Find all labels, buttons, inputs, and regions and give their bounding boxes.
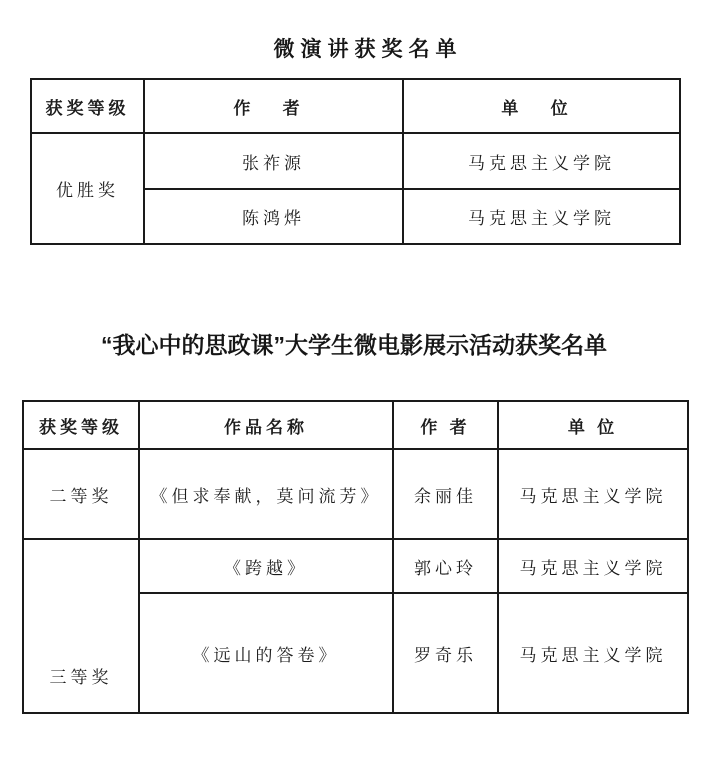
film-awards-table xyxy=(22,400,689,714)
table-row xyxy=(23,539,688,593)
film-header-work-name: 作品名称 xyxy=(139,401,393,449)
cell-unit: 马克思主义学院 xyxy=(403,189,680,244)
film-header-unit: 单 位 xyxy=(498,401,688,449)
cell-unit: 马克思主义学院 xyxy=(498,449,688,539)
cell-work-name: 《跨越》 xyxy=(139,539,393,593)
cell-award-level: 三等奖 xyxy=(23,539,139,713)
speech-header-unit: 单 位 xyxy=(403,79,680,133)
cell-author: 罗奇乐 xyxy=(393,593,498,713)
cell-unit: 马克思主义学院 xyxy=(498,539,688,593)
film-awards-title: “我心中的思政课”大学生微电影展示活动获奖名单 xyxy=(101,332,607,358)
film-header-author: 作 者 xyxy=(393,401,498,449)
cell-work-name: 《远山的答卷》 xyxy=(139,593,393,713)
cell-author: 陈鸿烨 xyxy=(144,189,403,244)
table-row xyxy=(23,449,688,539)
cell-award-level: 二等奖 xyxy=(23,449,139,539)
film-table-header-row xyxy=(23,401,688,449)
film-header-award-level: 获奖等级 xyxy=(23,401,139,449)
cell-author: 张祚源 xyxy=(144,133,403,189)
cell-work-name: 《但求奉献，莫问流芳》 xyxy=(139,449,393,539)
cell-unit: 马克思主义学院 xyxy=(498,593,688,713)
speech-header-author: 作 者 xyxy=(144,79,403,133)
speech-table-header-row xyxy=(31,79,680,133)
cell-unit: 马克思主义学院 xyxy=(403,133,680,189)
cell-author: 余丽佳 xyxy=(393,449,498,539)
table-row xyxy=(31,133,680,189)
speech-awards-title: 微演讲获奖名单 xyxy=(273,38,463,61)
speech-awards-table xyxy=(30,78,681,245)
cell-award-level: 优胜奖 xyxy=(31,133,144,244)
cell-author: 郭心玲 xyxy=(393,539,498,593)
speech-header-award-level: 获奖等级 xyxy=(31,79,144,133)
